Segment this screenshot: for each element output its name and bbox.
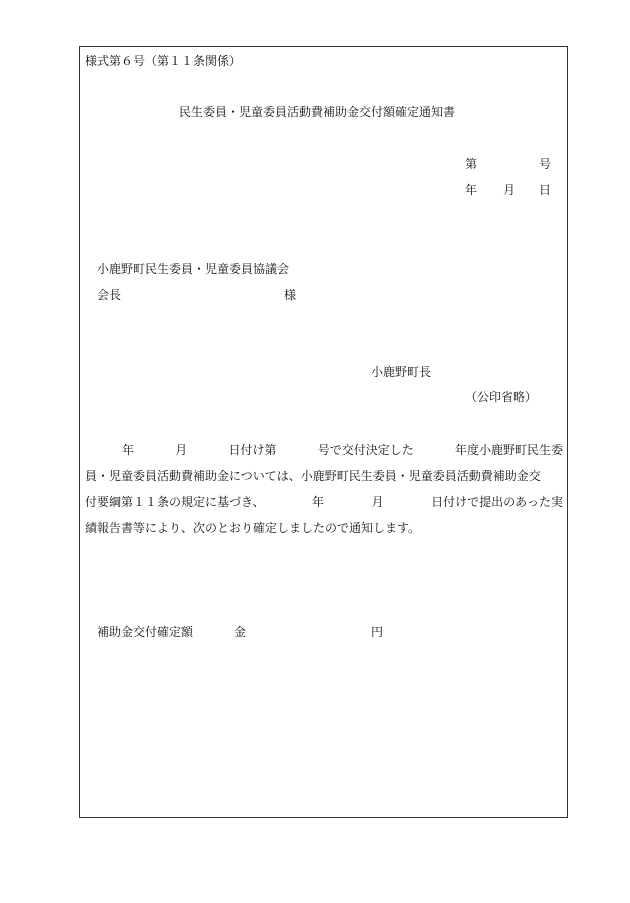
body-line1-month: 月 <box>175 443 188 457</box>
body-line1-year: 年 <box>122 443 135 457</box>
body-line3-text: 付要綱第１１条の規定に基づき、 <box>85 495 265 509</box>
body-line3-month: 月 <box>371 495 384 509</box>
body-line-1 <box>85 443 563 457</box>
amount-prefix: 金 <box>234 625 247 639</box>
document-title: 民生委員・児童委員活動費補助金交付額確定通知書 <box>179 105 456 119</box>
date-month: 月 <box>503 183 516 197</box>
body-line-3 <box>85 495 563 509</box>
addressee-title: 会長 <box>97 288 122 302</box>
form-number: 様式第６号（第１１条関係） <box>85 54 242 68</box>
date-year: 年 <box>465 183 478 197</box>
body-line3-year: 年 <box>312 495 325 509</box>
addressee-organization: 小鹿野町民生委員・児童委員協議会 <box>97 262 290 276</box>
number-suffix: 号 <box>539 157 552 171</box>
body-line1-decision: 号で交付決定した <box>317 443 414 457</box>
sender-name: 小鹿野町長 <box>371 365 432 379</box>
body-line-4: 績報告書等により、次のとおり確定しましたので通知します。 <box>85 521 421 535</box>
seal-note: （公印省略） <box>465 390 538 404</box>
body-line-2: 員・児童委員活動費補助金については、小鹿野町民生委員・児童委員活動費補助金交 <box>85 469 541 483</box>
amount-unit: 円 <box>371 625 384 639</box>
body-line1-fiscal-year: 年度小鹿野町民生委 <box>454 443 563 457</box>
date-day: 日 <box>539 183 552 197</box>
number-prefix: 第 <box>465 157 478 171</box>
document-frame <box>79 46 568 818</box>
body-line3-date: 日付けで提出のあった実 <box>431 495 563 509</box>
addressee-honorific: 様 <box>284 288 297 302</box>
body-line1-date-number: 日付け第 <box>228 443 277 457</box>
amount-label: 補助金交付確定額 <box>97 625 194 639</box>
